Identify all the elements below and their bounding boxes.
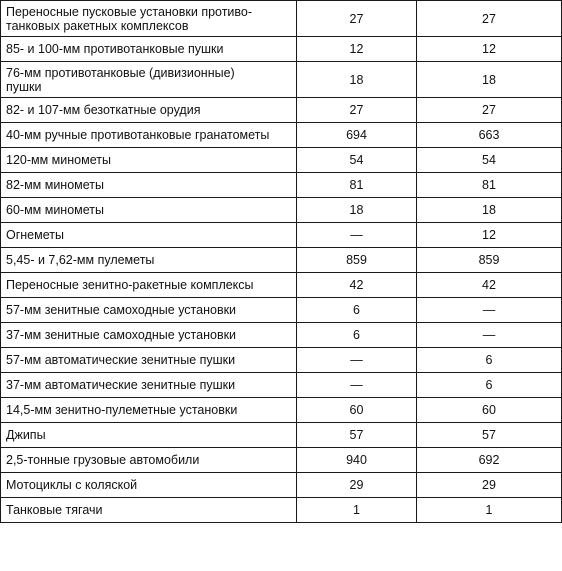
table-row	[1, 198, 562, 223]
value-cell-col2: 29	[417, 473, 562, 498]
value-cell-col1: 12	[297, 37, 417, 62]
value-cell-col2: —	[417, 323, 562, 348]
row-name-line: 82- и 107-мм безоткатные орудия	[6, 103, 201, 117]
row-name-line: танковых ракетных комплексов	[6, 18, 189, 33]
table-row	[1, 62, 562, 98]
row-name-cell	[1, 448, 297, 473]
row-name-cell	[1, 273, 297, 298]
row-name-cell	[1, 1, 297, 37]
value-cell-col1: 54	[297, 148, 417, 173]
value-cell-col2: 27	[417, 98, 562, 123]
row-name-cell	[1, 398, 297, 423]
row-name-line: 40-мм ручные противотанковые гранатометы	[6, 128, 270, 142]
row-name-cell	[1, 62, 297, 98]
row-name-line: 57-мм автоматические зенитные пушки	[6, 353, 236, 367]
table-row	[1, 373, 562, 398]
value-cell-col2: 54	[417, 148, 562, 173]
value-cell-col2: —	[417, 298, 562, 323]
value-cell-col1: 42	[297, 273, 417, 298]
value-cell-col2: 60	[417, 398, 562, 423]
value-cell-col1: 29	[297, 473, 417, 498]
row-name-line: 37-мм автоматические зенитные пушки	[6, 378, 236, 392]
value-cell-col2: 663	[417, 123, 562, 148]
value-cell-col1: 6	[297, 323, 417, 348]
row-name-line: Переносные зенитно-ракетные комплексы	[6, 278, 254, 292]
value-cell-col1: 859	[297, 248, 417, 273]
table-row	[1, 498, 562, 523]
row-name-line: 37-мм зенитные самоходные установки	[6, 328, 237, 342]
row-name-cell	[1, 248, 297, 273]
table-row	[1, 98, 562, 123]
row-name-cell	[1, 323, 297, 348]
value-cell-col1: 27	[297, 98, 417, 123]
table-row	[1, 273, 562, 298]
value-cell-col2: 18	[417, 198, 562, 223]
value-cell-col1: 6	[297, 298, 417, 323]
value-cell-col1: —	[297, 223, 417, 248]
row-name-cell	[1, 148, 297, 173]
value-cell-col1: 60	[297, 398, 417, 423]
table-row	[1, 248, 562, 273]
row-name-cell	[1, 98, 297, 123]
row-name-cell	[1, 173, 297, 198]
row-name-line: 76-мм противотанковые (дивизионные)	[6, 65, 235, 80]
value-cell-col1: 27	[297, 1, 417, 37]
row-name-line: 57-мм зенитные самоходные установки	[6, 303, 237, 317]
table-row	[1, 473, 562, 498]
row-name-line: 2,5-тонные грузовые автомобили	[6, 453, 200, 467]
table-row	[1, 148, 562, 173]
table-row	[1, 123, 562, 148]
row-name-cell	[1, 298, 297, 323]
value-cell-col2: 859	[417, 248, 562, 273]
table-row	[1, 423, 562, 448]
row-name-line: 120-мм минометы	[6, 153, 111, 167]
value-cell-col2: 692	[417, 448, 562, 473]
row-name-line: пушки	[6, 79, 42, 94]
row-name-cell	[1, 348, 297, 373]
row-name-line: 60-мм минометы	[6, 203, 104, 217]
table-body	[1, 1, 562, 523]
row-name-cell	[1, 223, 297, 248]
row-name-line: Танковые тягачи	[6, 503, 103, 517]
value-cell-col1: 694	[297, 123, 417, 148]
row-name-line: Джипы	[6, 428, 46, 442]
value-cell-col2: 81	[417, 173, 562, 198]
table-row	[1, 398, 562, 423]
row-name-cell	[1, 423, 297, 448]
row-name-cell	[1, 498, 297, 523]
row-name-cell	[1, 123, 297, 148]
table-row	[1, 323, 562, 348]
row-name-cell	[1, 198, 297, 223]
value-cell-col1: —	[297, 348, 417, 373]
value-cell-col2: 1	[417, 498, 562, 523]
row-name-line: 14,5-мм зенитно-пулеметные установки	[6, 403, 238, 417]
value-cell-col2: 57	[417, 423, 562, 448]
row-name-cell	[1, 373, 297, 398]
row-name-line: 82-мм минометы	[6, 178, 104, 192]
value-cell-col2: 18	[417, 62, 562, 98]
value-cell-col2: 27	[417, 1, 562, 37]
row-name-cell	[1, 37, 297, 62]
value-cell-col1: 81	[297, 173, 417, 198]
row-name-line: Огнеметы	[6, 228, 64, 242]
table-row	[1, 448, 562, 473]
row-name-line: 5,45- и 7,62-мм пулеметы	[6, 253, 155, 267]
value-cell-col1: 57	[297, 423, 417, 448]
value-cell-col1: 18	[297, 198, 417, 223]
value-cell-col2: 12	[417, 223, 562, 248]
value-cell-col2: 42	[417, 273, 562, 298]
value-cell-col1: —	[297, 373, 417, 398]
value-cell-col1: 18	[297, 62, 417, 98]
row-name-line: Переносные пусковые установки противо-	[6, 4, 253, 19]
table-row	[1, 223, 562, 248]
table-row	[1, 37, 562, 62]
table-row	[1, 173, 562, 198]
table-row	[1, 348, 562, 373]
value-cell-col1: 940	[297, 448, 417, 473]
value-cell-col2: 6	[417, 373, 562, 398]
row-name-line: 85- и 100-мм противотанковые пушки	[6, 42, 224, 56]
table-row	[1, 298, 562, 323]
value-cell-col2: 6	[417, 348, 562, 373]
row-name-line: Мотоциклы с коляской	[6, 478, 138, 492]
table-row	[1, 1, 562, 37]
value-cell-col2: 12	[417, 37, 562, 62]
row-name-cell	[1, 473, 297, 498]
value-cell-col1: 1	[297, 498, 417, 523]
